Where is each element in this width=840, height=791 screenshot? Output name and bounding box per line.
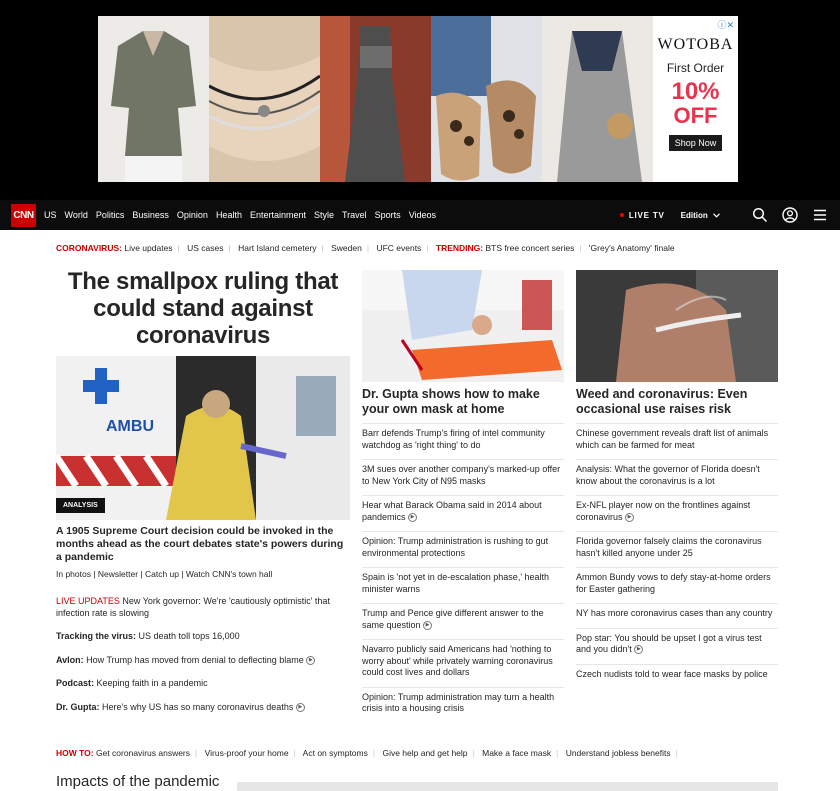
user-account-icon[interactable] <box>782 207 798 223</box>
list-item[interactable] <box>56 631 350 643</box>
story-text: Analysis: What the governor of Florida doesn't know about the coronavirus is a lot <box>576 464 760 486</box>
howto-link-answers[interactable]: Get coronavirus answers <box>96 748 191 758</box>
story-link[interactable] <box>576 603 778 628</box>
howto-link-help[interactable]: Give help and get help <box>382 748 468 758</box>
trend-link-bts[interactable]: BTS free concert series <box>485 243 575 253</box>
video-play-icon: ▶ <box>625 513 634 522</box>
mid-column <box>362 270 564 723</box>
nav-right <box>620 200 828 230</box>
chevron-down-icon <box>713 213 720 218</box>
list-item-prefix: Avlon: <box>56 654 84 665</box>
left-story-list <box>56 596 350 725</box>
hero-sublinks[interactable]: In photos | Newsletter | Catch up | Watch CNN's town hall <box>56 569 273 579</box>
howto-link-jobless[interactable]: Understand jobless benefits <box>565 748 671 758</box>
ad-shop-now-button[interactable]: Shop Now <box>669 135 723 151</box>
story-link[interactable] <box>362 531 564 567</box>
how-to-label: HOW TO: <box>56 748 94 758</box>
story-link[interactable] <box>362 687 564 723</box>
edition-selector[interactable] <box>681 211 720 220</box>
coronavirus-label: CORONAVIRUS: <box>56 243 122 253</box>
ad-brand-logo: WOTOBA <box>657 36 734 53</box>
nav-link-world[interactable]: World <box>64 210 88 220</box>
story-link[interactable] <box>362 567 564 603</box>
list-item-prefix: Podcast: <box>56 678 95 688</box>
video-play-icon: ▶ <box>634 645 643 654</box>
mid-headline[interactable]: Dr. Gupta shows how to make your own mask at home <box>362 387 540 416</box>
weed-story-image[interactable] <box>576 270 778 382</box>
main-nav <box>0 200 840 230</box>
ad-first-order: First Order <box>666 61 725 75</box>
nav-link-travel[interactable]: Travel <box>342 210 367 220</box>
hero-image[interactable] <box>56 356 350 520</box>
story-text: NY has more coronavirus cases than any country <box>576 608 773 618</box>
trend-link-hart-island[interactable]: Hart Island cemetery <box>238 243 317 253</box>
trend-link-us-cases[interactable]: US cases <box>187 243 224 253</box>
ad-image-bracelet[interactable] <box>209 16 320 182</box>
ad-banner <box>0 0 840 200</box>
section-title-impacts: Impacts of the pandemic <box>56 773 220 790</box>
ad-image-dress[interactable] <box>320 16 431 182</box>
search-icon[interactable] <box>752 207 768 223</box>
right-column <box>576 270 778 688</box>
story-link[interactable] <box>362 423 564 459</box>
story-text: Ex-NFL player now on the frontlines against coronavirus <box>576 500 751 522</box>
list-item-text: US death toll tops 16,000 <box>136 631 240 641</box>
list-item-text: Here's why US has so many coronavirus deaths <box>99 701 294 712</box>
story-text: Pop star: You should be upset I got a virus test and you didn't <box>576 632 762 654</box>
nav-link-us[interactable]: US <box>44 210 57 220</box>
story-text: Czech nudists told to wear face masks by police <box>576 668 768 679</box>
howto-link-virus-proof[interactable]: Virus-proof your home <box>204 748 289 758</box>
ad-brand-panel[interactable] <box>653 16 738 182</box>
analysis-badge: ANALYSIS <box>56 498 105 513</box>
story-text: Opinion: Trump administration may turn a health crisis into a housing crisis <box>362 691 555 713</box>
trend-link-ufc[interactable]: UFC events <box>376 243 422 253</box>
mask-story-image[interactable] <box>362 270 564 382</box>
nav-link-business[interactable]: Business <box>132 210 169 220</box>
list-item[interactable] <box>56 655 350 667</box>
nav-link-sports[interactable]: Sports <box>374 210 401 220</box>
menu-icon[interactable] <box>812 207 828 223</box>
hero-caption[interactable]: A 1905 Supreme Court decision could be invoked in the months ahead as the court debates state's powers during a pandemic <box>56 525 344 563</box>
ad-percent: 10% <box>671 78 720 105</box>
story-link[interactable] <box>362 603 564 639</box>
video-play-icon: ▶ <box>423 621 432 630</box>
story-link[interactable] <box>362 459 564 495</box>
nav-link-politics[interactable]: Politics <box>95 210 125 220</box>
nav-link-opinion[interactable]: Opinion <box>176 210 208 220</box>
story-link[interactable] <box>576 423 778 459</box>
howto-link-face-mask[interactable]: Make a face mask <box>482 748 552 758</box>
story-link[interactable] <box>576 567 778 603</box>
section-divider <box>237 782 778 791</box>
ad-creative[interactable] <box>98 16 738 182</box>
hero-headline[interactable]: The smallpox ruling that could stand against coronavirus <box>67 268 339 349</box>
story-link[interactable] <box>362 639 564 687</box>
list-item[interactable] <box>56 596 350 619</box>
trend-link-sweden[interactable]: Sweden <box>331 243 362 253</box>
trending-label: TRENDING: <box>435 243 484 253</box>
list-item[interactable] <box>56 702 350 714</box>
story-link[interactable] <box>576 664 778 689</box>
story-text: Chinese government reveals draft list of animals which can be farmed for meat <box>576 428 769 450</box>
live-dot-icon <box>620 213 624 217</box>
story-text: Trump and Pence give different answer to the same question <box>362 608 544 630</box>
howto-link-symptoms[interactable]: Act on symptoms <box>302 748 368 758</box>
video-play-icon: ▶ <box>306 656 315 665</box>
story-link[interactable] <box>576 628 778 664</box>
how-to-bar: HOW TO: Get coronavirus answers | Virus-proof your home | Act on symptoms | Give help and get help | Make a face mask | Understand jobless benefits | <box>56 748 678 758</box>
svg-text:AMBU: AMBU <box>106 418 154 435</box>
nav-link-health[interactable]: Health <box>215 210 242 220</box>
trend-link-greys[interactable]: 'Grey's Anatomy' finale <box>588 243 675 253</box>
story-link[interactable] <box>576 531 778 567</box>
edition-label: Edition <box>680 210 708 220</box>
ad-off: OFF <box>673 103 718 128</box>
ad-image-maxi-dress[interactable] <box>542 16 653 182</box>
trend-link-live-updates[interactable]: Live updates <box>124 243 173 253</box>
ad-image-sandals[interactable] <box>431 16 542 182</box>
nav-link-videos[interactable]: Videos <box>408 210 437 220</box>
story-text: Ammon Bundy vows to defy stay-at-home orders for Easter gathering <box>576 572 771 594</box>
live-updates-label: LIVE UPDATES <box>56 596 120 606</box>
list-item-prefix: Tracking the virus: <box>56 631 137 641</box>
list-item-text: New York governor: We're 'cautiously optimistic' that infection rate is slowing <box>56 596 330 618</box>
live-tv-link[interactable] <box>620 211 665 220</box>
live-tv-label: LIVE TV <box>628 210 665 220</box>
story-link[interactable] <box>362 495 564 531</box>
list-item-text: Keeping faith in a pandemic <box>94 678 208 688</box>
list-item-prefix: Dr. Gupta: <box>56 701 100 712</box>
list-item[interactable] <box>56 678 350 690</box>
story-text: Spain is 'not yet in de-escalation phase,' health minister warns <box>362 572 550 594</box>
right-headline[interactable]: Weed and coronavirus: Even occasional use raises risk <box>576 387 748 416</box>
story-text: 3M sues over another company's marked-up offer to New York City of N95 masks <box>362 464 561 486</box>
ad-close-icon[interactable]: ⓘ✕ <box>717 20 734 30</box>
ad-image-top[interactable] <box>98 16 209 182</box>
nav-link-entertainment[interactable]: Entertainment <box>249 210 306 220</box>
video-play-icon: ▶ <box>408 513 417 522</box>
cnn-logo[interactable]: CNN <box>11 204 36 227</box>
story-text: Barr defends Trump's firing of intel community watchdog as 'right thing' to do <box>362 428 545 450</box>
list-item-text: How Trump has moved from denial to deflecting blame <box>83 654 304 665</box>
story-link[interactable] <box>576 459 778 495</box>
video-play-icon: ▶ <box>296 703 305 712</box>
story-text: Hear what Barack Obama said in 2014 about pandemics <box>362 500 542 522</box>
story-text: Opinion: Trump administration is rushing to gut environmental protections <box>362 536 549 558</box>
story-text: Navarro publicly said Americans had 'nothing to worry about' while privately warning coronavirus could cost lives and dollars <box>362 644 553 677</box>
nav-link-style[interactable]: Style <box>313 210 334 220</box>
story-link[interactable] <box>576 495 778 531</box>
nav-links <box>44 210 444 220</box>
story-text: Florida governor falsely claims the coronavirus hasn't killed anyone under 25 <box>576 536 762 558</box>
trending-bar: CORONAVIRUS: Live updates | US cases | Hart Island cemetery | Sweden | UFC events | TRENDING: BTS free concert series | 'Grey's Anatomy' finale <box>56 243 675 253</box>
